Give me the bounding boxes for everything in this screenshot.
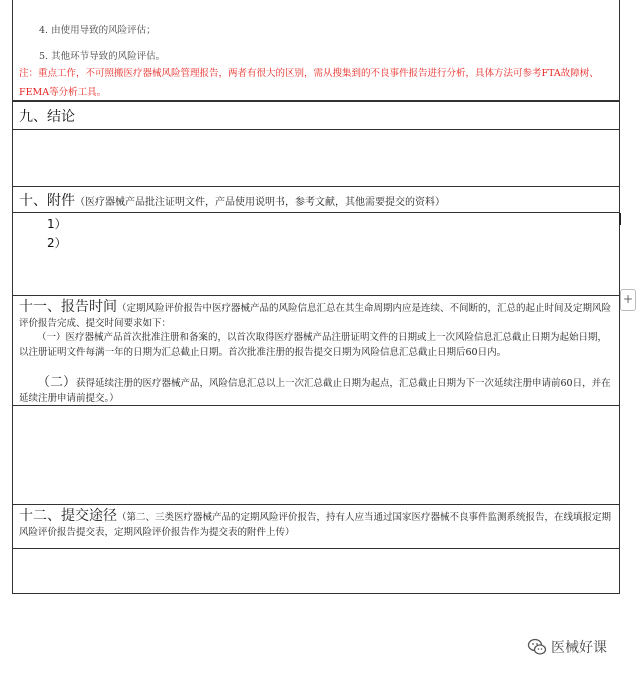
risk-assessment-section: [12, 0, 620, 101]
report-time-intro: （定期风险评价报告中医疗器械产品的风险信息汇总在其生命周期内应是连续、不间断的，汇总的起止时间及定期风险评价报告完成、提交时间要求如下：: [19, 303, 612, 329]
submission-subtitle: （第二、三类医疗器械产品的定期风险评价报告，持有人应当通过国家医疗器械不良事件监测系统报告，在线填报定期风险评价报告提交表，定期风险评价报告作为提交表的附件上传）: [19, 512, 612, 538]
submission-body[interactable]: [12, 549, 620, 594]
report-time-heading: 十一、报告时间: [19, 299, 117, 315]
watermark: [527, 637, 607, 657]
conclusion-heading-row: [12, 101, 620, 130]
attachments-body[interactable]: [12, 213, 620, 296]
report-time-point-1: （一）医疗器械产品首次批准注册和备案的，以首次取得医疗器械产品注册证明文件的日期或上一次风险信息汇总截止日期为起始日期，以注册证明文件每满一年的日期为汇总截止日期。首次批准注册的报告提交日期为风险信息汇总截止日期后60日内。: [19, 332, 608, 358]
attachments-heading-row: [12, 187, 620, 213]
risk-note: 注：重点工作，不可照搬医疗器械风险管理报告，两者有很大的区别，需从搜集到的不良事件报告进行分析，具体方法可参考FTA故障树、FEMA等分析工具。: [19, 68, 599, 98]
attachments-title: 十、附件: [19, 193, 75, 209]
text-cursor: [619, 213, 621, 225]
wechat-logo-icon: [527, 637, 547, 657]
submission-heading: 十二、提交途径: [19, 508, 117, 524]
report-time-point-2-text: 获得延续注册的医疗器械产品，风险信息汇总以上一次汇总截止日期为起点，汇总截止日期为下一次延续注册申请前60日，并在延续注册申请前提交。）: [19, 378, 611, 404]
attachment-item-2: 2）: [47, 236, 67, 250]
report-time-point-2-label: （二）: [37, 375, 77, 390]
submission-section: [12, 505, 620, 549]
attachments-subtitle: （医疗器械产品批注证明文件，产品使用说明书，参考文献，其他需要提交的资料）: [75, 197, 445, 208]
submission-text: [19, 509, 613, 540]
watermark-text: 医械好课: [551, 640, 607, 656]
report-time-point-2: [19, 375, 613, 406]
conclusion-heading: 九、结论: [19, 109, 75, 125]
report-time-text: [19, 300, 613, 331]
risk-item-4: 4. 由使用导致的风险评估；: [39, 25, 156, 36]
attachment-item-1: 1）: [47, 217, 67, 231]
conclusion-body[interactable]: [12, 130, 620, 187]
risk-item-5: 5. 其他环节导致的风险评估。: [39, 51, 166, 62]
report-time-body[interactable]: [12, 406, 620, 505]
add-row-button[interactable]: +: [620, 289, 636, 311]
report-time-section: [12, 296, 620, 406]
attachments-heading: [19, 190, 445, 210]
